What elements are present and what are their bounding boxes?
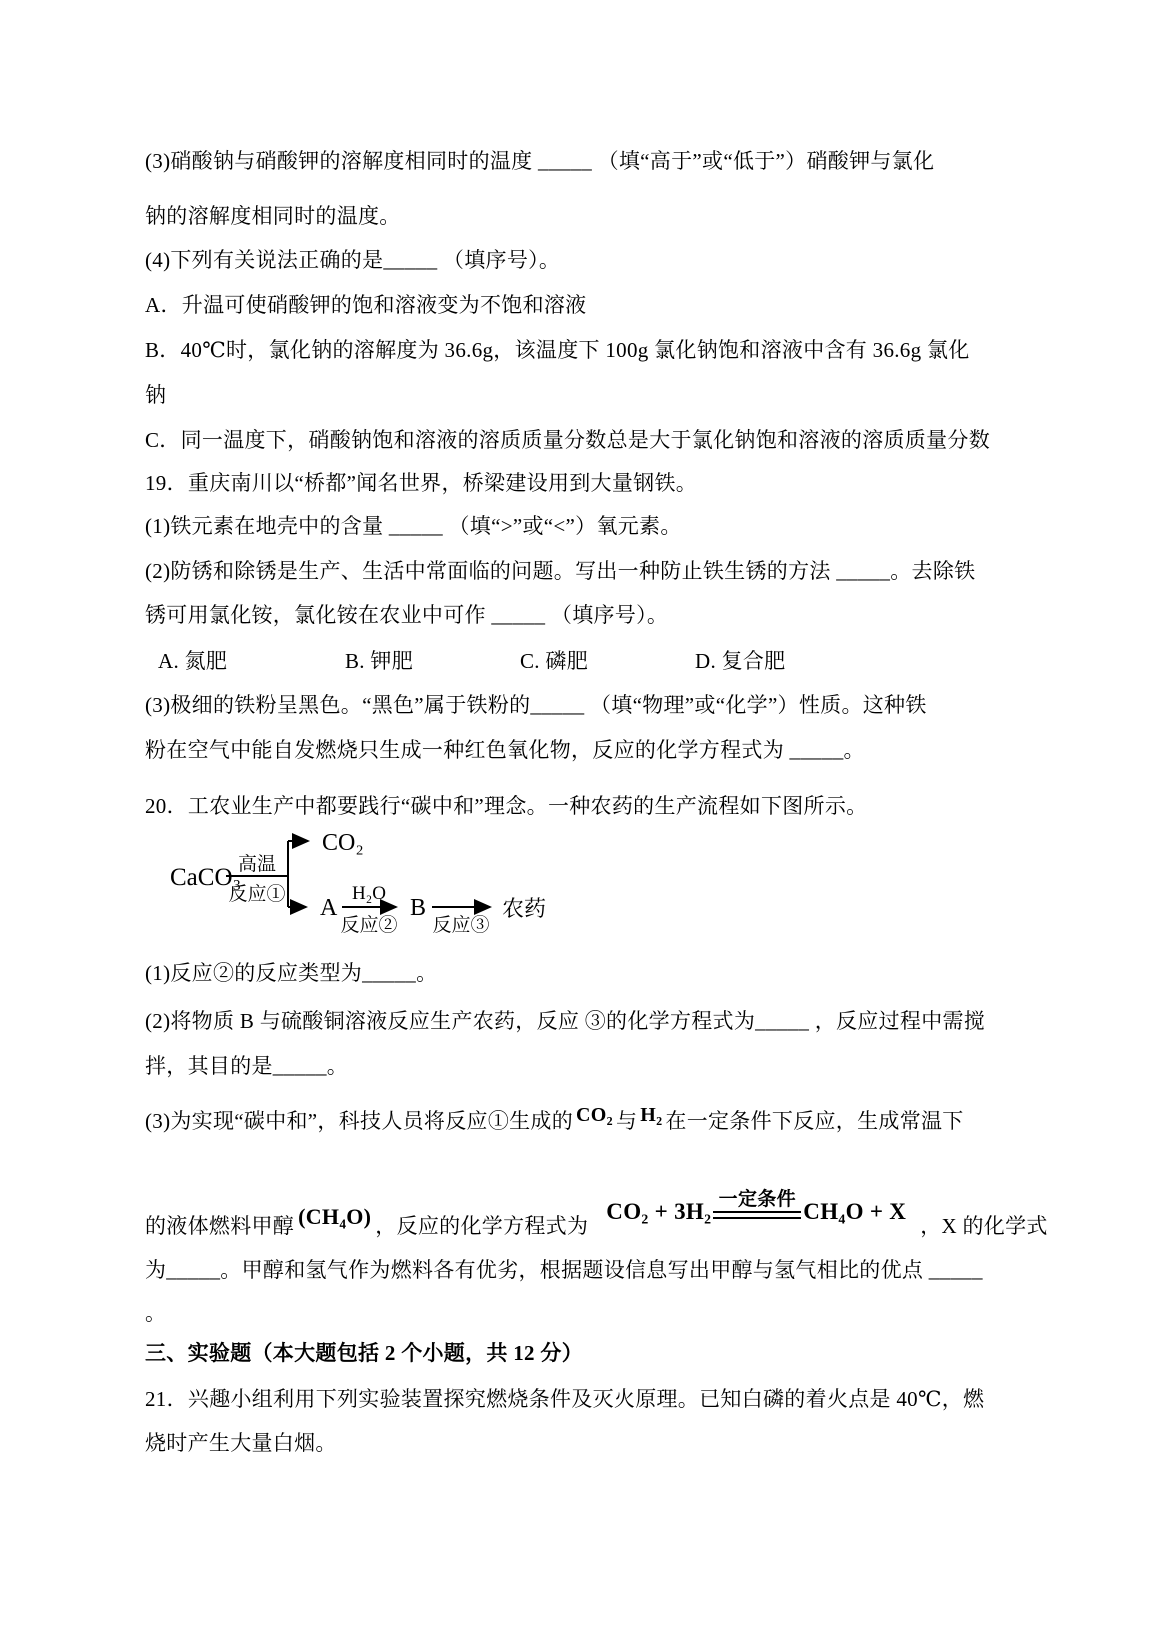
diagram-reaction3-label: 反应③	[432, 915, 490, 936]
q19-part3-line1: (3)极细的铁粉呈黑色。“黑色”属于铁粉的_____ （填“物理”或“化学”）性质。这种铁	[145, 693, 927, 717]
q18-part4: (4)下列有关说法正确的是_____ （填序号）。	[145, 248, 561, 272]
diagram-reaction2-label: 反应②	[340, 915, 398, 936]
diagram-node-a: A	[320, 895, 338, 921]
q19-option-b: B. 钾肥	[345, 649, 414, 673]
diagram-step2-h2o: H₂O	[351, 883, 387, 904]
section3-heading: 三、实验题（本大题包括 2 个小题，共 12 分）	[145, 1341, 583, 1365]
q20-part3-line1	[145, 1104, 964, 1135]
q19-part2-line2: 锈可用氯化铵，氯化铵在农业中可作 _____ （填序号）。	[145, 603, 669, 627]
q20-part2-line2: 拌，其目的是_____。	[145, 1054, 349, 1078]
q18-option-b-line1: B．40℃时，氯化钠的溶解度为 36.6g，该温度下 100g 氯化钠饱和溶液中含有 36.6g 氯化	[145, 338, 970, 362]
q20-part3-line2-suffix: ，X 的化学式	[920, 1214, 1048, 1238]
q19-part1: (1)铁元素在地壳中的含量 _____ （填“>”或“<”）氧元素。	[145, 514, 682, 538]
diagram-product-pesticide: 农药	[502, 896, 547, 921]
equation-rhs: CH₄O + X	[803, 1199, 907, 1224]
q20-part3-line2-before: 的液体燃料甲醇	[145, 1214, 295, 1238]
q20-part3-line1-before: (3)为实现“碳中和”，科技人员将反应①生成的	[145, 1109, 574, 1133]
q18-option-b-line2: 钠	[145, 383, 167, 407]
diagram-reaction1-label: 反应①	[228, 884, 286, 905]
q18-part3-line1: (3)硝酸钠与硝酸钾的溶解度相同时的温度 _____ （填“高于”或“低于”）硝酸钾与氯化	[145, 149, 935, 173]
chemical-equation	[606, 1189, 906, 1225]
q19-part3-line2: 粉在空气中能自发燃烧只生成一种红色氧化物，反应的化学方程式为 _____。	[145, 738, 865, 762]
q21-line2: 烧时产生大量白烟。	[145, 1431, 337, 1455]
h2-formula: H₂	[640, 1104, 663, 1126]
q20-part3-line2	[145, 1189, 1048, 1239]
q18-option-a: A．升温可使硝酸钾的饱和溶液变为不饱和溶液	[145, 293, 587, 317]
diagram-condition-high-temp: 高温	[237, 854, 277, 875]
q19-option-c: C. 磷肥	[520, 649, 589, 673]
q19-option-a: A. 氮肥	[158, 649, 228, 673]
q20-part3-line2-mid: ，反应的化学方程式为	[375, 1214, 589, 1238]
q20-part3-line4: 。	[145, 1301, 167, 1325]
q18-part3-line2: 钠的溶解度相同时的温度。	[145, 204, 401, 228]
q19-options-row	[158, 648, 785, 674]
equation-condition-text: 一定条件	[718, 1189, 796, 1210]
q21-line1: 21．兴趣小组利用下列实验装置探究燃烧条件及灭火原理。已知白磷的着火点是 40℃，燃	[145, 1387, 985, 1411]
q19-option-d: D. 复合肥	[695, 649, 786, 673]
q20-part3-line1-mid: 与	[615, 1109, 638, 1133]
q20-part2-line1: (2)将物质 B 与硫酸铜溶液反应生产农药，反应 ③的化学方程式为_____ ，反应过程中需搅	[145, 1009, 986, 1033]
diagram-reactant-caco3: CaCO₃	[170, 864, 242, 891]
equation-lhs: CO₂ + 3H₂	[606, 1199, 712, 1224]
pesticide-flow-diagram	[150, 828, 710, 940]
diagram-product-co2: CO₂	[322, 830, 364, 856]
q20-part3-line3: 为_____。甲醇和氢气作为燃料各有优劣，根据题设信息写出甲醇与氢气相比的优点 _____	[145, 1258, 983, 1282]
equation-condition-block	[713, 1189, 801, 1219]
methanol-formula: (CH₄O)	[298, 1204, 372, 1229]
co2-formula: CO₂	[576, 1104, 613, 1126]
q20-part3-line1-after: 在一定条件下反应，生成常温下	[665, 1109, 964, 1133]
q19-part2-line1: (2)防锈和除锈是生产、生活中常面临的问题。写出一种防止铁生锈的方法 _____。去除铁	[145, 559, 976, 583]
equation-double-bar	[713, 1211, 801, 1219]
q18-option-c: C．同一温度下，硝酸钠饱和溶液的溶质质量分数总是大于氯化钠饱和溶液的溶质质量分数	[145, 428, 991, 452]
q20-stem: 20．工农业生产中都要践行“碳中和”理念。一种农药的生产流程如下图所示。	[145, 794, 868, 818]
q20-part1: (1)反应②的反应类型为_____。	[145, 961, 438, 985]
diagram-node-b: B	[410, 895, 427, 921]
q19-stem: 19．重庆南川以“桥都”闻名世界，桥梁建设用到大量钢铁。	[145, 471, 698, 495]
